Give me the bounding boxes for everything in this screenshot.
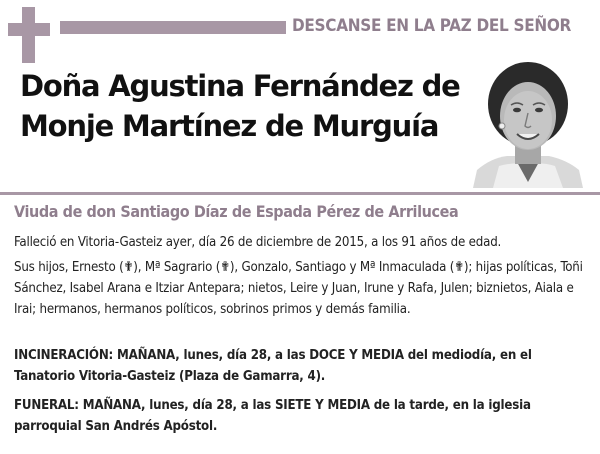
cross-icon — [8, 7, 50, 63]
name-line-2: Monje Martínez de Murguía — [20, 109, 439, 143]
widow-of-line: Viuda de don Santiago Díaz de Espada Pérez de Arrilucea — [14, 202, 459, 221]
death-notice: Falleció en Vitoria-Gasteiz ayer, día 26 de diciembre de 2015, a los 91 años de edad. — [14, 235, 502, 250]
deceased-name — [20, 66, 470, 146]
funeral-notice: FUNERAL: MAÑANA, lunes, día 28, a las SIETE Y MEDIA de la tarde, en la iglesia parroquial San Andrés Apóstol. — [14, 398, 531, 434]
divider — [0, 192, 600, 195]
portrait-photo — [473, 58, 583, 188]
name-line-1: Doña Agustina Fernández de — [20, 69, 460, 103]
header-bar — [60, 21, 286, 34]
family-list: Sus hijos, Ernesto (✟), Mª Sagrario (✟), Gonzalo, Santiago y Mª Inmaculada (✟); hijas políticas, Toñi Sánchez, Isabel Arana e Itziar Antepara; nietos, Leire y Juan, Irune y Rafa, Julen; biznietos, Aiala e Irai; hermanos, hermanos políticos, sobrinos primos y demás familia. — [14, 260, 583, 317]
header-banner: DESCANSE EN LA PAZ DEL SEÑOR — [292, 16, 572, 36]
cremation-notice: INCINERACIÓN: MAÑANA, lunes, día 28, a las DOCE Y MEDIA del mediodía, en el Tanatorio Vitoria-Gasteiz (Plaza de Gamarra, 4). — [14, 348, 532, 384]
